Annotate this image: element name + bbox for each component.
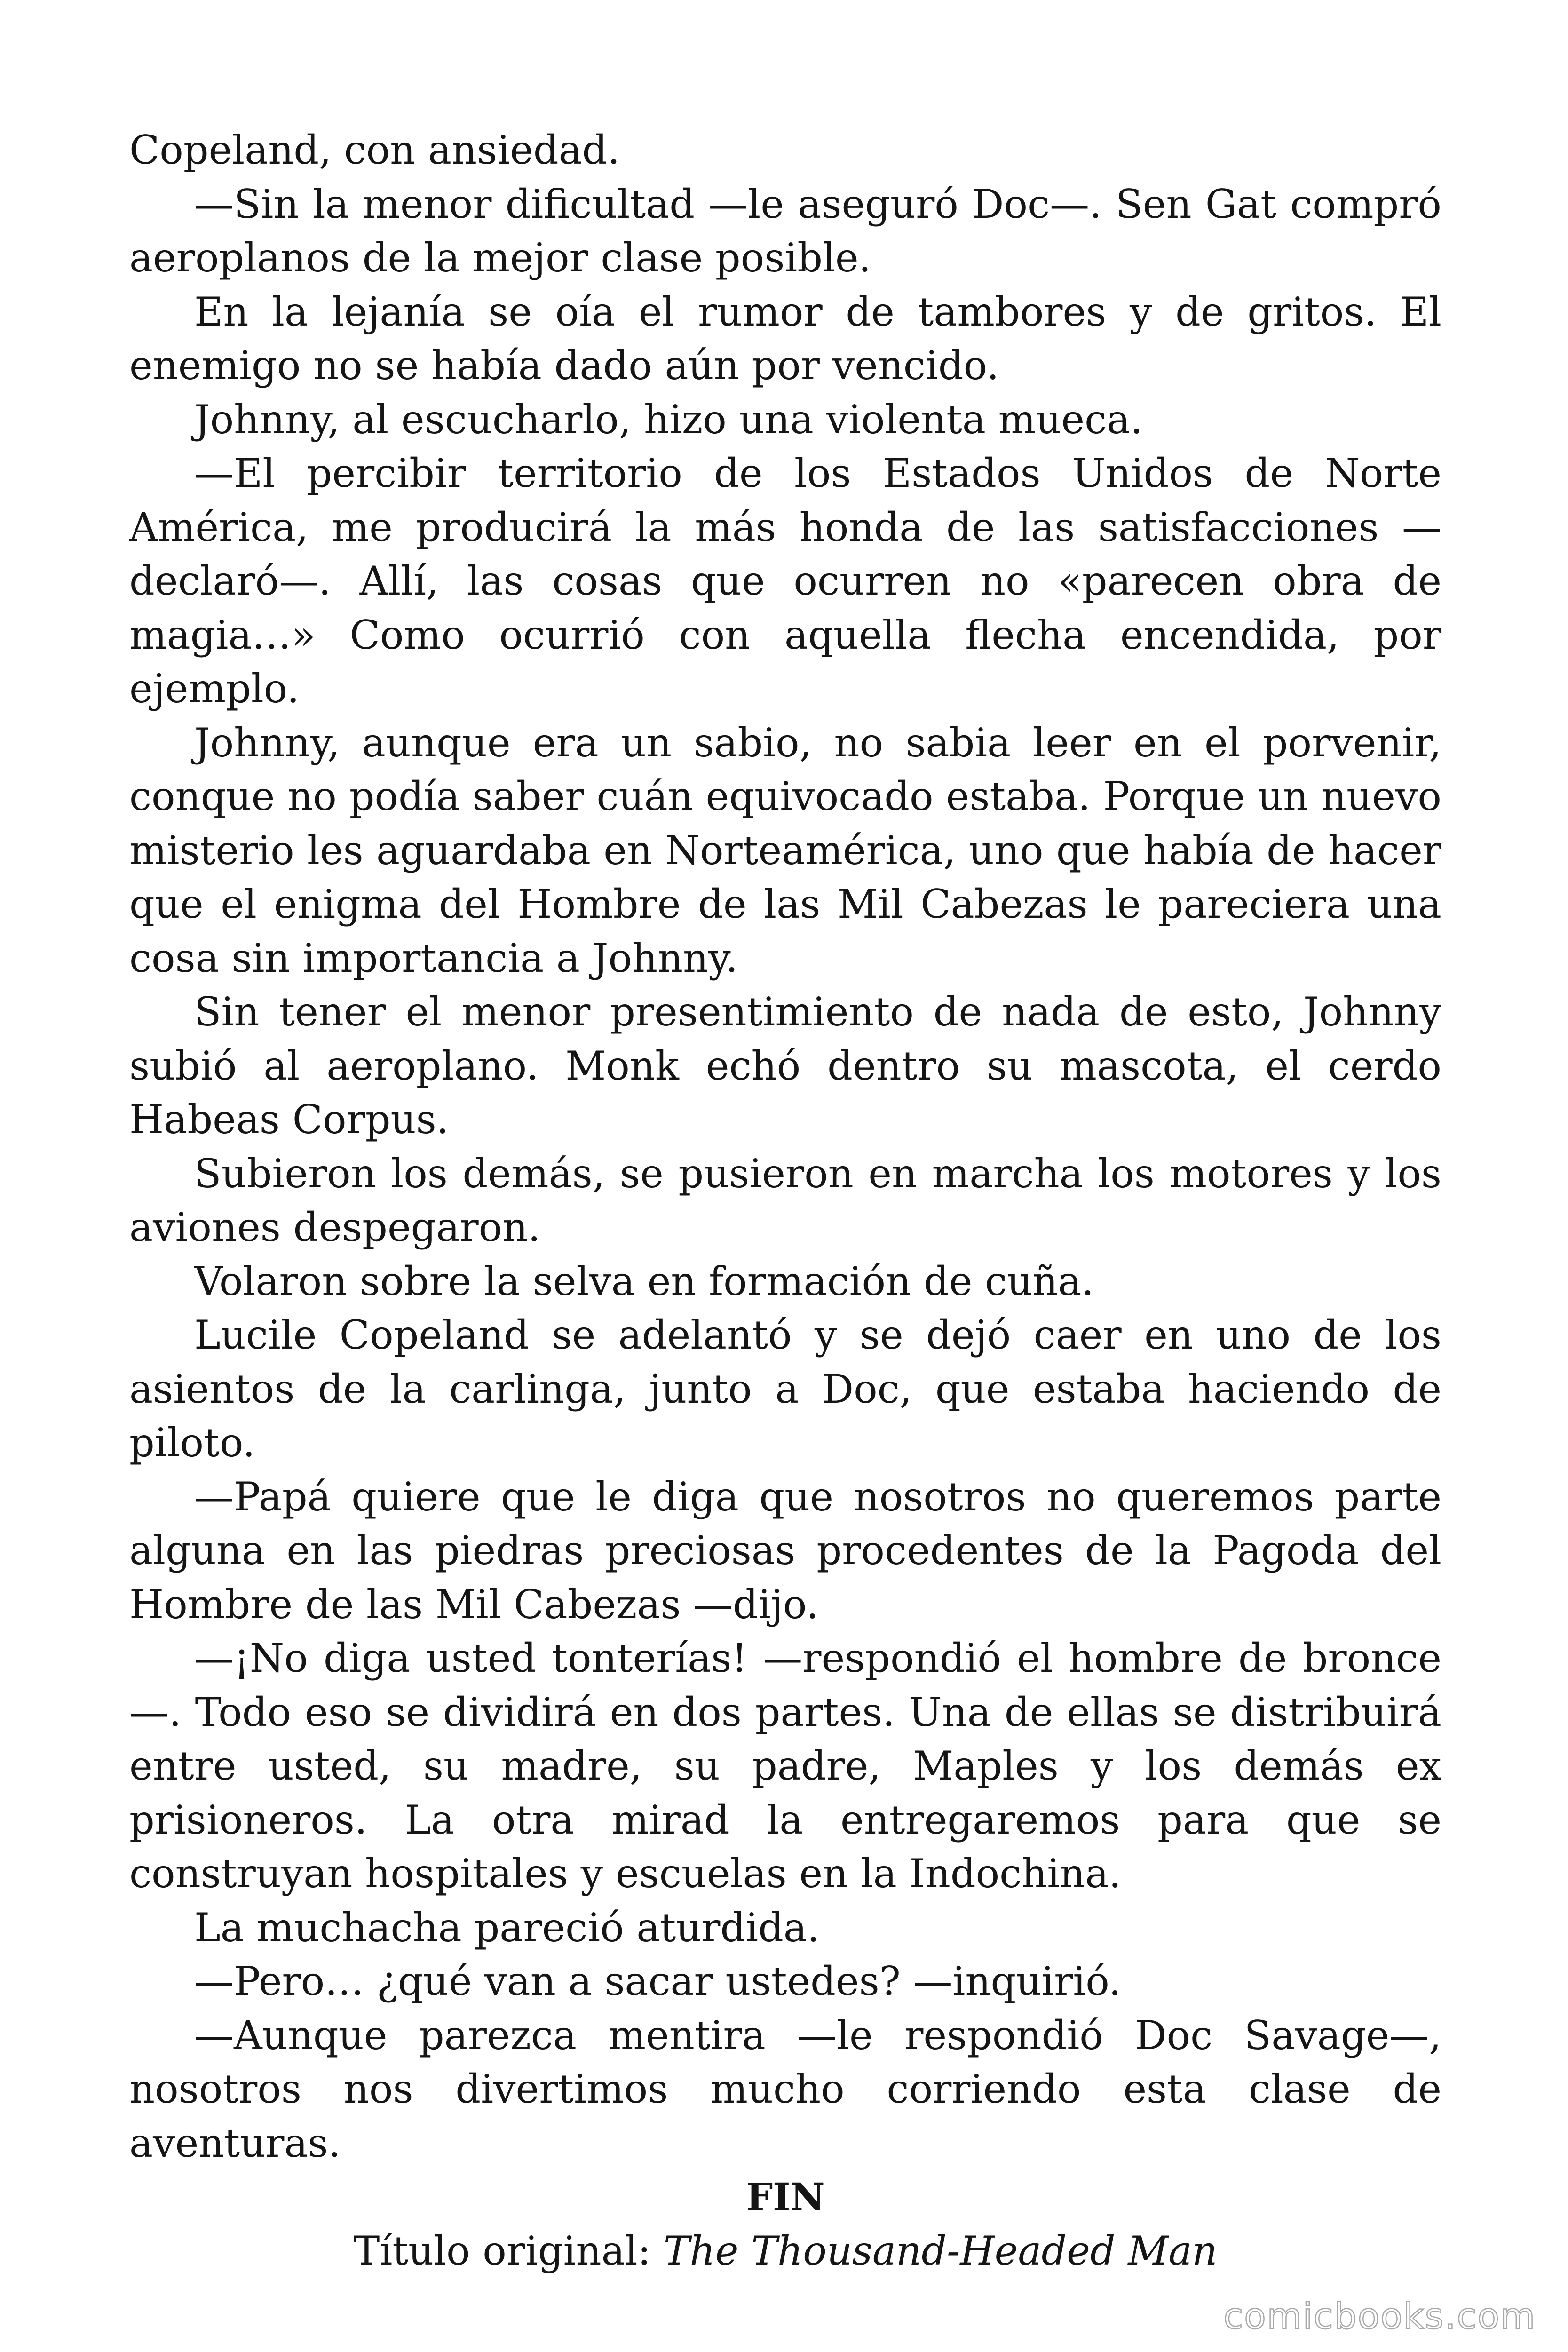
paragraph: Sin tener el menor presentimiento de nada de esto, Johnny subió al aeroplano. Monk echó dentro su mascota, el cerdo Habeas Corpus. bbox=[129, 989, 1441, 1143]
paragraph: Johnny, al escucharlo, hizo una violenta mueca. bbox=[194, 396, 1143, 443]
paragraph: —Sin la menor dificultad —le aseguró Doc—. Sen Gat compró aeroplanos de la mejor clase posible. bbox=[129, 181, 1441, 281]
original-title-line bbox=[129, 2224, 1441, 2278]
paragraph: Copeland, con ansiedad. bbox=[129, 127, 620, 173]
paragraph: Johnny, aunque era un sabio, no sabia leer en el porvenir, conque no podía saber cuán equivocado estaba. Porque un nuevo misterio les aguardaba en Norteamérica, uno que había de hacer que el enigma del Hombre de las Mil Cabezas le pareciera una cosa sin importancia a Johnny. bbox=[129, 719, 1441, 981]
paragraph: —Pero… ¿qué van a sacar ustedes? —inquirió. bbox=[194, 1958, 1122, 2004]
page-body bbox=[129, 123, 1441, 2278]
paragraph: —El percibir territorio de los Estados Unidos de Norte América, me producirá la más honda de las satisfacciones —declaró—. Allí, las cosas que ocurren no «parecen obra de magia…» Como ocurrió con aquella flecha encendida, por ejemplo. bbox=[129, 450, 1441, 712]
paragraph: Subieron los demás, se pusieron en marcha los motores y los aviones despegaron. bbox=[129, 1150, 1441, 1250]
paragraph: En la lejanía se oía el rumor de tambores y de gritos. El enemigo no se había dado aún por vencido. bbox=[129, 288, 1441, 389]
paragraph: —¡No diga usted tonterías! —respondió el hombre de bronce—. Todo eso se dividirá en dos partes. Una de ellas se distribuirá entre usted, su madre, su padre, Maples y los demás ex prisioneros. La otra mirad la entregaremos para que se construyan hospitales y escuelas en la Indochina. bbox=[129, 1635, 1441, 1897]
original-title-label: Título original: bbox=[353, 2227, 651, 2274]
paragraph: —Aunque parezca mentira —le respondió Doc Savage—, nosotros nos divertimos mucho corriendo esta clase de aventuras. bbox=[129, 2012, 1441, 2166]
paragraph: Volaron sobre la selva en formación de cuña. bbox=[194, 1258, 1094, 1304]
paragraph: —Papá quiere que le diga que nosotros no queremos parte alguna en las piedras preciosas procedentes de la Pagoda del Hombre de las Mil Cabezas —dijo. bbox=[129, 1473, 1441, 1628]
original-title: The Thousand-Headed Man bbox=[663, 2227, 1218, 2274]
end-marker: FIN bbox=[746, 2175, 825, 2219]
paragraph: Lucile Copeland se adelantó y se dejó caer en uno de los asientos de la carlinga, junto a Doc, que estaba haciendo de piloto. bbox=[129, 1312, 1441, 1466]
paragraph: La muchacha pareció aturdida. bbox=[194, 1904, 820, 1951]
watermark: comicbooks.com bbox=[1223, 2295, 1536, 2337]
